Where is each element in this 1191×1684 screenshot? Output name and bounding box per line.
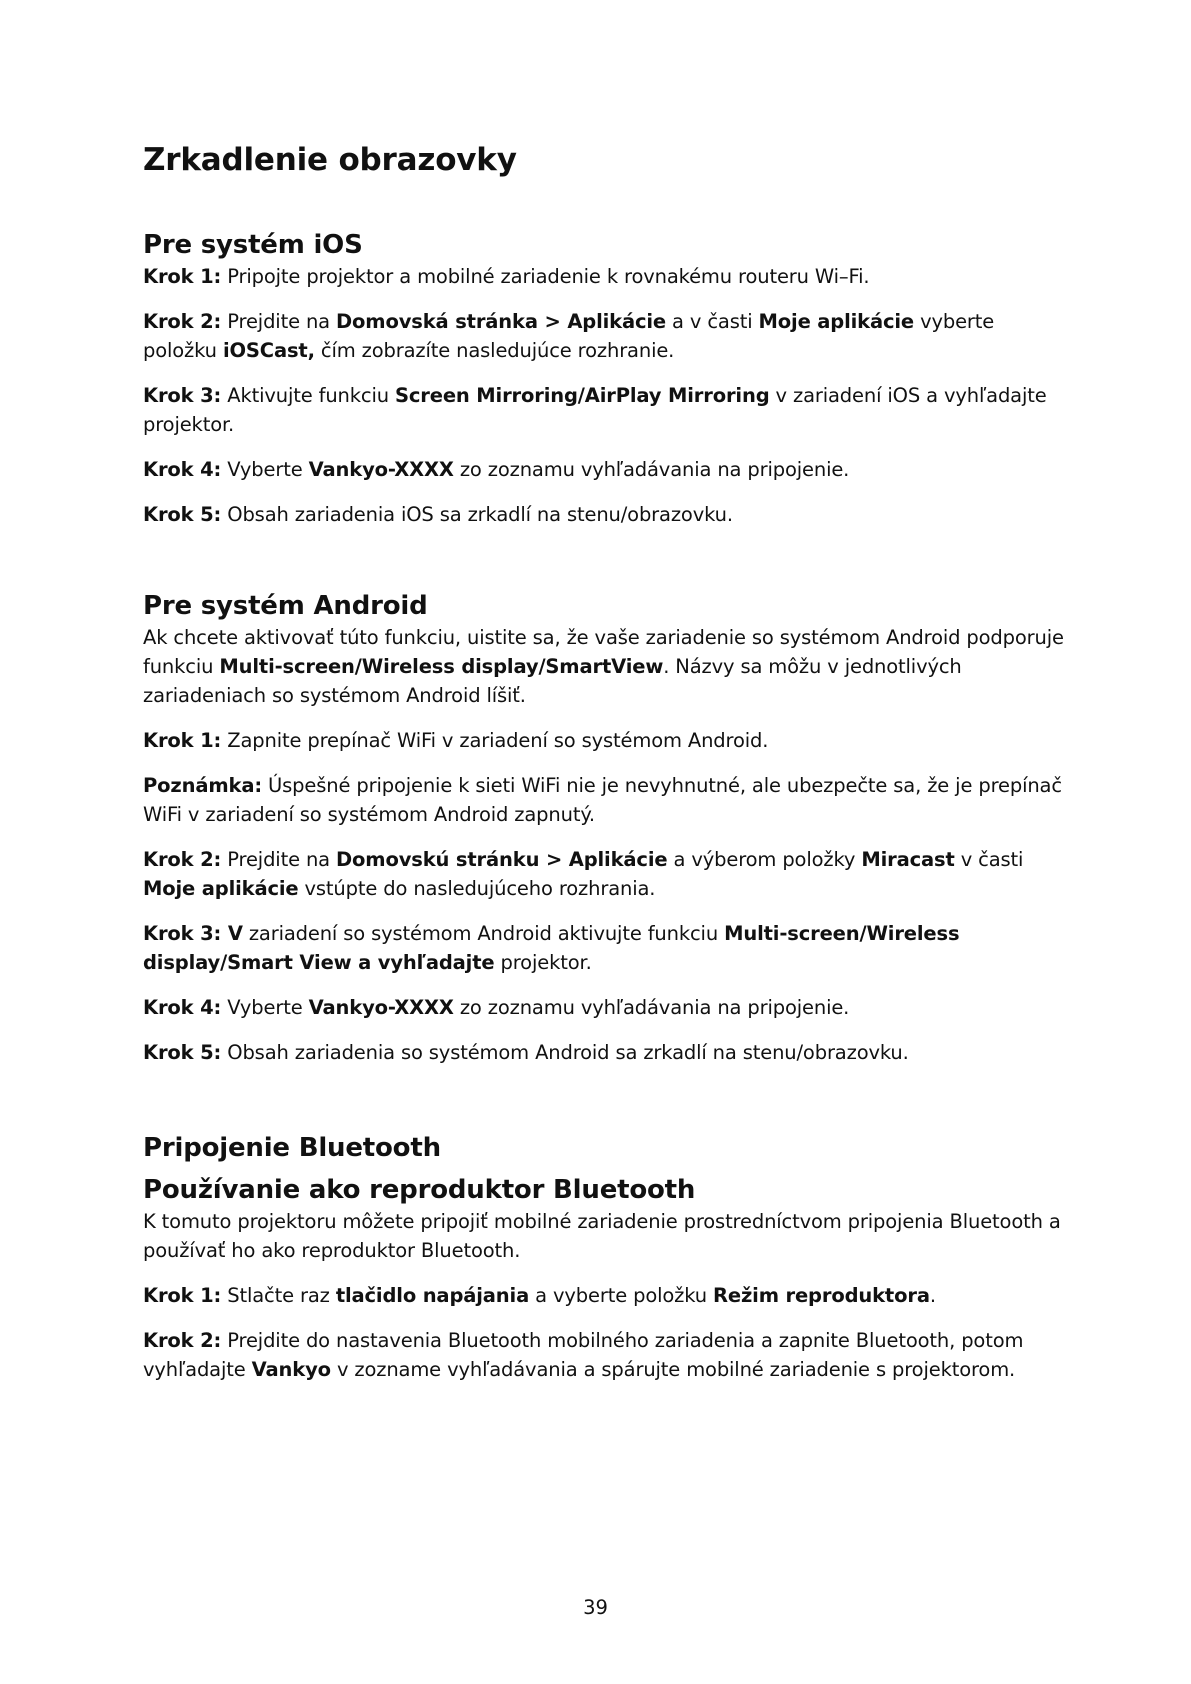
step-label: Krok 4:: [143, 996, 222, 1019]
ios-step-1: Krok 1: Pripojte projektor a mobilné zariadenie k rovnakému routeru Wi–Fi.: [143, 265, 870, 288]
ios-step-5: Krok 5: Obsah zariadenia iOS sa zrkadlí na stenu/obrazovku.: [143, 503, 733, 526]
note-label: Poznámka:: [143, 774, 262, 797]
android-step-2: Krok 2: Prejdite na Domovskú stránku > Aplikácie a výberom položky Miracast v časti Moje aplikácie vstúpte do nasledujúceho rozhrania.: [143, 848, 1024, 900]
ios-step-4: Krok 4: Vyberte Vankyo-XXXX zo zoznamu vyhľadávania na pripojenie.: [143, 458, 850, 481]
section-android: [143, 589, 1068, 1083]
ios-step-2: Krok 2: Prejdite na Domovská stránka > Aplikácie a v časti Moje aplikácie vyberte položku iOSCast, čím zobrazíte nasledujúce rozhranie.: [143, 310, 995, 362]
section-ios: [143, 228, 1068, 545]
step-label: Krok 1:: [143, 265, 222, 288]
heading-bluetooth: Pripojenie Bluetooth: [143, 1133, 441, 1163]
subheading-bluetooth-speaker: Používanie ako reproduktor Bluetooth: [143, 1175, 696, 1205]
step-label: Krok 1:: [143, 729, 222, 752]
bluetooth-step-1: Krok 1: Stlačte raz tlačidlo napájania a vyberte položku Režim reproduktora.: [143, 1284, 936, 1307]
ios-step-3: Krok 3: Aktivujte funkciu Screen Mirroring/AirPlay Mirroring v zariadení iOS a vyhľadajte projektor.: [143, 384, 1047, 436]
step-label: Krok 2:: [143, 1329, 222, 1352]
android-step-4: Krok 4: Vyberte Vankyo-XXXX zo zoznamu vyhľadávania na pripojenie.: [143, 996, 850, 1019]
heading-ios: Pre systém iOS: [143, 230, 363, 260]
page-title: Zrkadlenie obrazovky: [143, 142, 517, 178]
android-note: Poznámka: Úspešné pripojenie k sieti WiFi nie je nevyhnutné, ale ubezpečte sa, že je prepínač WiFi v zariadení so systémom Android zapnutý.: [143, 774, 1062, 826]
step-label: Krok 1:: [143, 1284, 222, 1307]
step-label: Krok 5:: [143, 503, 222, 526]
heading-android: Pre systém Android: [143, 591, 428, 621]
step-label: Krok 3: V: [143, 922, 243, 945]
android-step-3: Krok 3: V zariadení so systémom Android aktivujte funkciu Multi-screen/Wireless display/Smart View a vyhľadajte projektor.: [143, 922, 960, 974]
page-number: 39: [583, 1596, 608, 1619]
bluetooth-step-2: Krok 2: Prejdite do nastavenia Bluetooth mobilného zariadenia a zapnite Bluetooth, potom vyhľadajte Vankyo v zozname vyhľadávania a spárujte mobilné zariadenie s projektorom.: [143, 1329, 1024, 1381]
step-label: Krok 2:: [143, 310, 222, 333]
step-label: Krok 3:: [143, 384, 222, 407]
step-label: Krok 4:: [143, 458, 222, 481]
android-step-1: Krok 1: Zapnite prepínač WiFi v zariadení so systémom Android.: [143, 729, 769, 752]
bluetooth-intro: K tomuto projektoru môžete pripojiť mobilné zariadenie prostredníctvom pripojenia Bluetooth a používať ho ako reproduktor Bluetooth.: [143, 1210, 1061, 1262]
section-bluetooth: [143, 1131, 1068, 1400]
step-label: Krok 5:: [143, 1041, 222, 1064]
android-intro: Ak chcete aktivovať túto funkciu, uistite sa, že vaše zariadenie so systémom Android podporuje funkciu Multi-screen/Wireless display/SmartView. Názvy sa môžu v jednotlivých zariadeniach so systémom Android líšiť.: [143, 626, 1064, 707]
step-label: Krok 2:: [143, 848, 222, 871]
android-step-5: Krok 5: Obsah zariadenia so systémom Android sa zrkadlí na stenu/obrazovku.: [143, 1041, 909, 1064]
